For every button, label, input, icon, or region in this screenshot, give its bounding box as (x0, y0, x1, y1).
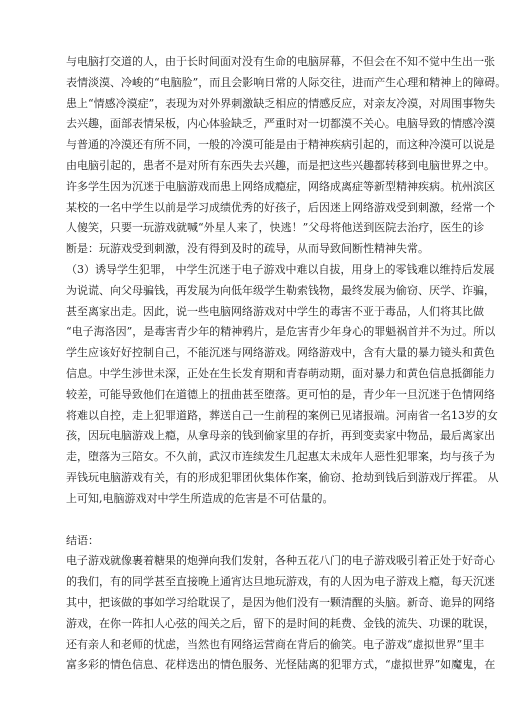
body-line: 为说谎、向父母骗钱，再发展为向低年级学生勒索钱物，最终发展为偷窃、厌学、诈骗， (66, 283, 495, 297)
body-line: 某校的一名中学生以前是学习成绩优秀的好孩子，后因迷上网络游戏受到刺激，经常一个 (66, 200, 495, 214)
body-line: 许多学生因为沉迷于电脑游戏而患上网络成瘾症，网络成离症等新型精神疾病。杭州滨区 (66, 179, 495, 193)
conclusion-line: 的我们，有的同学甚至直接晚上通宵达旦地玩游戏，有的人因为电子游戏上瘾，每天沉迷 (66, 575, 495, 589)
conclusion-heading: 结语： (66, 533, 99, 547)
conclusion-line: 游戏，在你一阵扣人心弦的闯关之后，留下的是时间的耗费、金钱的流失、功课的耽误， (66, 616, 495, 630)
body-line: 甚至离家出走。因此，说一些电脑网络游戏对中学生的毒害不亚于毒品，人们将其比做 (66, 304, 484, 318)
body-line: 弄钱玩电脑游戏有关，有的形成犯罪团伙集体作案，偷窃、抢劫到钱后到游戏厅挥霍。 从 (66, 470, 499, 484)
body-line: 较差，可能导致他们在道德上的扭曲甚至堕落。更可怕的是，青少年一旦沉迷于色情网络 (66, 387, 495, 401)
body-section (66, 52, 506, 510)
conclusion-line: 电子游戏就像裹着糖果的炮弹向我们发射，各种五花八门的电子游戏吸引着正处于好奇心 (66, 554, 495, 568)
body-line: 与普通的冷漠还有所不同，一般的冷漠可能是由于精神疾病引起的，而这种冷漠可以说是 (66, 138, 495, 152)
conclusion-line: 还有亲人和老师的忧虑，当然也有网络运营商在背后的偷笑。电子游戏“虚拟世界”里丰 (66, 637, 485, 651)
conclusion-section (66, 531, 496, 677)
body-line: 去兴趣，面部表情呆板，内心体验缺乏，严重时对一切都漠不关心。电脑导致的情感冷漠 (66, 117, 495, 131)
body-line: 信息。中学生涉世未深，正处在生长发育期和青春萌动期，面对暴力和黄色信息抵御能力 (66, 366, 495, 380)
conclusion-line: 其中，把该做的事如学习给耽误了，是因为他们没有一颗清醒的头脑。新奇、诡异的网络 (66, 595, 495, 609)
body-line: 走，堕落为三陪女。不久前，武汉市连续发生几起惠太未成年人惡性犯罪案，均与孩子为 (66, 450, 495, 464)
body-line: 上可知,电脑游戏对中学生所造成的危害是不可估量的。 (66, 491, 334, 505)
body-line: 断是：玩游戏受到刺激，没有得到及时的疏导，从而导致间断性精神失常。 (66, 242, 429, 256)
body-line: 患上“情感冷漠症”，表现为对外界刺激缺乏相应的情感反应，对亲友冷漠，对周围事物失 (66, 96, 496, 110)
body-line: 将难以自控，走上犯罪道路，葬送自己一生前程的案例已见诸报端。河南省一名13岁的女 (66, 408, 498, 422)
body-line: 人傻笑，只要一玩游戏就喊“外星人来了，快逃！”父母将他送到医院去治疗，医生的诊 (66, 221, 485, 235)
body-line: 表情淡漠、冷峻的“电脑脸”，而且会影响日常的人际交往，进而产生心理和精神上的障碍。 (66, 75, 506, 89)
body-line: “电子海洛因”，是毒害青少年的精神鸦片，是危害青少年身心的罪魁祸首并不为过。所以 (66, 325, 496, 339)
conclusion-line: 富多彩的情色信息、花样迭出的情色服务、光怪陆离的犯罪方式，“虚拟世界”如魔鬼，在 (66, 658, 496, 672)
body-line: 由电脑引起的，患者不是对所有东西失去兴趣，而是把这些兴趣都转移到电脑世界之中。 (66, 158, 495, 172)
body-line: 学生应该好好控制自己，不能沉迷与网络游戏。网络游戏中，含有大量的暴力镜头和黄色 (66, 346, 495, 360)
body-line: 与电脑打交道的人，由于长时间面对没有生命的电脑屏幕，不但会在不知不觉中生出一张 (66, 55, 495, 68)
section-gap (66, 510, 436, 529)
body-line: （3）诱导学生犯罪， 中学生沉迷于电子游戏中难以自拔，用身上的零钱难以维持后发展 (66, 262, 495, 276)
body-line: 孩，因玩电脑游戏上瘾，从拿母亲的钱到偷家里的存折，再到变卖家中物品，最后离家出 (66, 429, 495, 443)
document-page (66, 52, 506, 676)
